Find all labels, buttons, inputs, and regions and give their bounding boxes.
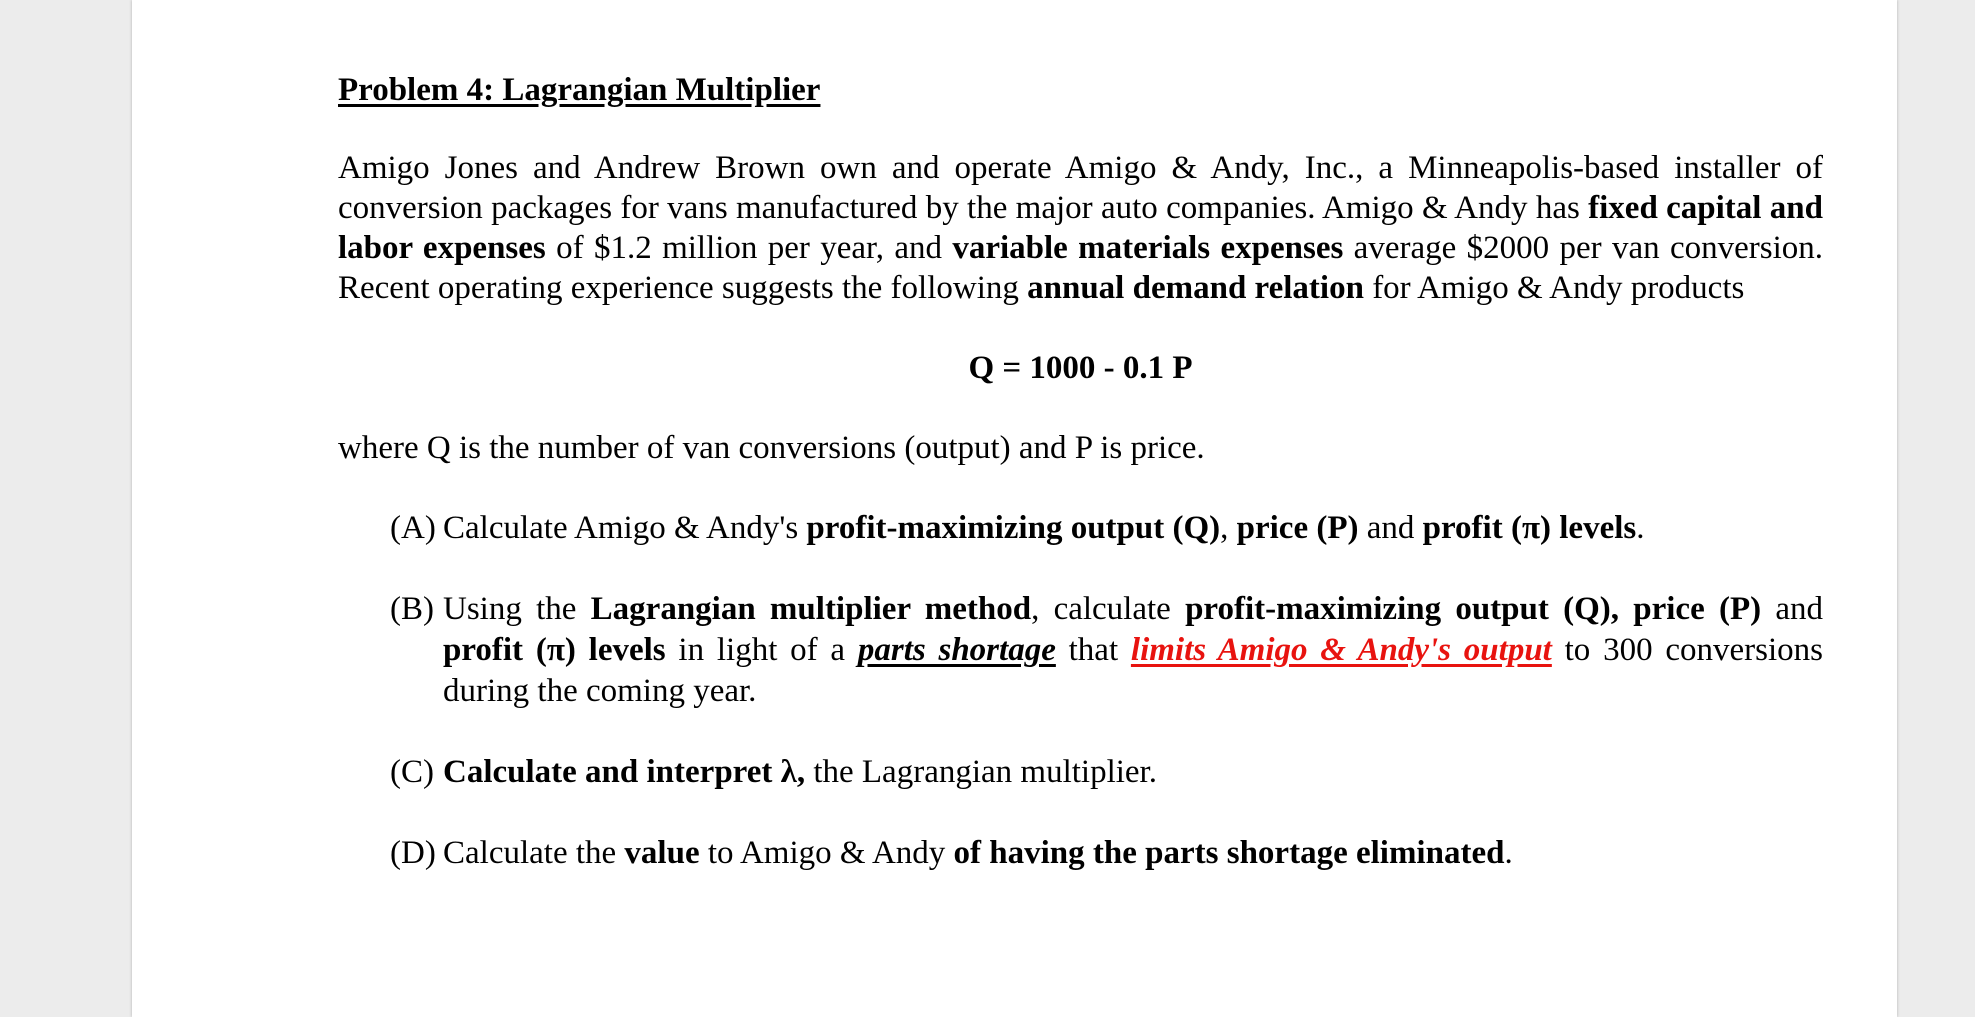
question-b-text-3: and [1761, 591, 1824, 627]
question-list [338, 508, 1823, 874]
question-d-bold-shortage-eliminated: of having the parts shortage eliminated [953, 835, 1505, 871]
question-b-parts-shortage: parts shortage [857, 632, 1056, 668]
question-c-text-1: the Lagrangian multiplier. [805, 754, 1157, 790]
question-label-c: (C) [390, 754, 434, 790]
question-b-text-5: that [1055, 632, 1131, 668]
question-b-bold-profit: profit (π) levels [443, 632, 666, 668]
intro-text-1: Amigo Jones and Andrew Brown own and operate Amigo & Andy, Inc., a Minneapolis-based installer of conversion packages for vans manufactured by the major auto companies. Amigo & Andy has [338, 150, 1823, 226]
intro-text-3: average $2000 per van conversion. Recent operating experience suggests the following [338, 230, 1824, 306]
question-a-text-2: , [1220, 510, 1237, 546]
question-a-bold-profit: profit (π) levels [1422, 510, 1637, 546]
question-a-text-1: Calculate Amigo & Andy's [443, 510, 807, 546]
question-item-a [338, 508, 1823, 549]
intro-text-4: for Amigo & Andy products [1363, 270, 1745, 306]
demand-equation: Q = 1000 - 0.1 P [968, 350, 1193, 386]
question-a-text-4: . [1636, 510, 1645, 546]
problem-title: Problem 4: Lagrangian Multiplier [338, 72, 821, 108]
question-item-b [338, 589, 1823, 712]
question-d-bold-value: value [624, 835, 700, 871]
intro-bold-demand-relation: annual demand relation [1027, 270, 1364, 306]
question-label-d: (D) [390, 835, 436, 871]
document-page [132, 0, 1897, 1017]
question-a-bold-output: profit-maximizing output (Q) [806, 510, 1221, 546]
where-sentence: where Q is the number of van conversions (output) and P is price. [338, 430, 1205, 466]
question-b-text-4: in light of a [665, 632, 858, 668]
question-b-bold-method: Lagrangian multiplier method [590, 591, 1032, 627]
question-label-a: (A) [390, 510, 436, 546]
question-label-b: (B) [390, 591, 434, 627]
question-b-limits-output: limits Amigo & Andy's output [1130, 632, 1552, 668]
question-b-text-6: to 300 conversions during the coming year. [443, 632, 1823, 709]
question-a-bold-price: price (P) [1236, 510, 1359, 546]
document-content [338, 70, 1823, 914]
question-b-text-1: Using the [443, 591, 591, 627]
question-item-d [338, 833, 1823, 874]
intro-paragraph [338, 148, 1823, 308]
question-d-text-2: to Amigo & Andy [699, 835, 954, 871]
question-d-text-3: . [1504, 835, 1513, 871]
intro-bold-fixed-expenses: fixed capital and labor expenses [338, 190, 1823, 266]
intro-bold-variable-expenses: variable materials expenses [952, 230, 1344, 266]
intro-text-2: of $1.2 million per year, and [545, 230, 953, 266]
question-item-c [338, 752, 1823, 793]
question-b-bold-output-price: profit-maximizing output (Q), price (P) [1185, 591, 1762, 627]
question-c-bold-lambda: Calculate and interpret λ, [443, 754, 806, 790]
question-a-text-3: and [1358, 510, 1423, 546]
question-b-text-2: , calculate [1031, 591, 1186, 627]
question-d-text-1: Calculate the [443, 835, 625, 871]
